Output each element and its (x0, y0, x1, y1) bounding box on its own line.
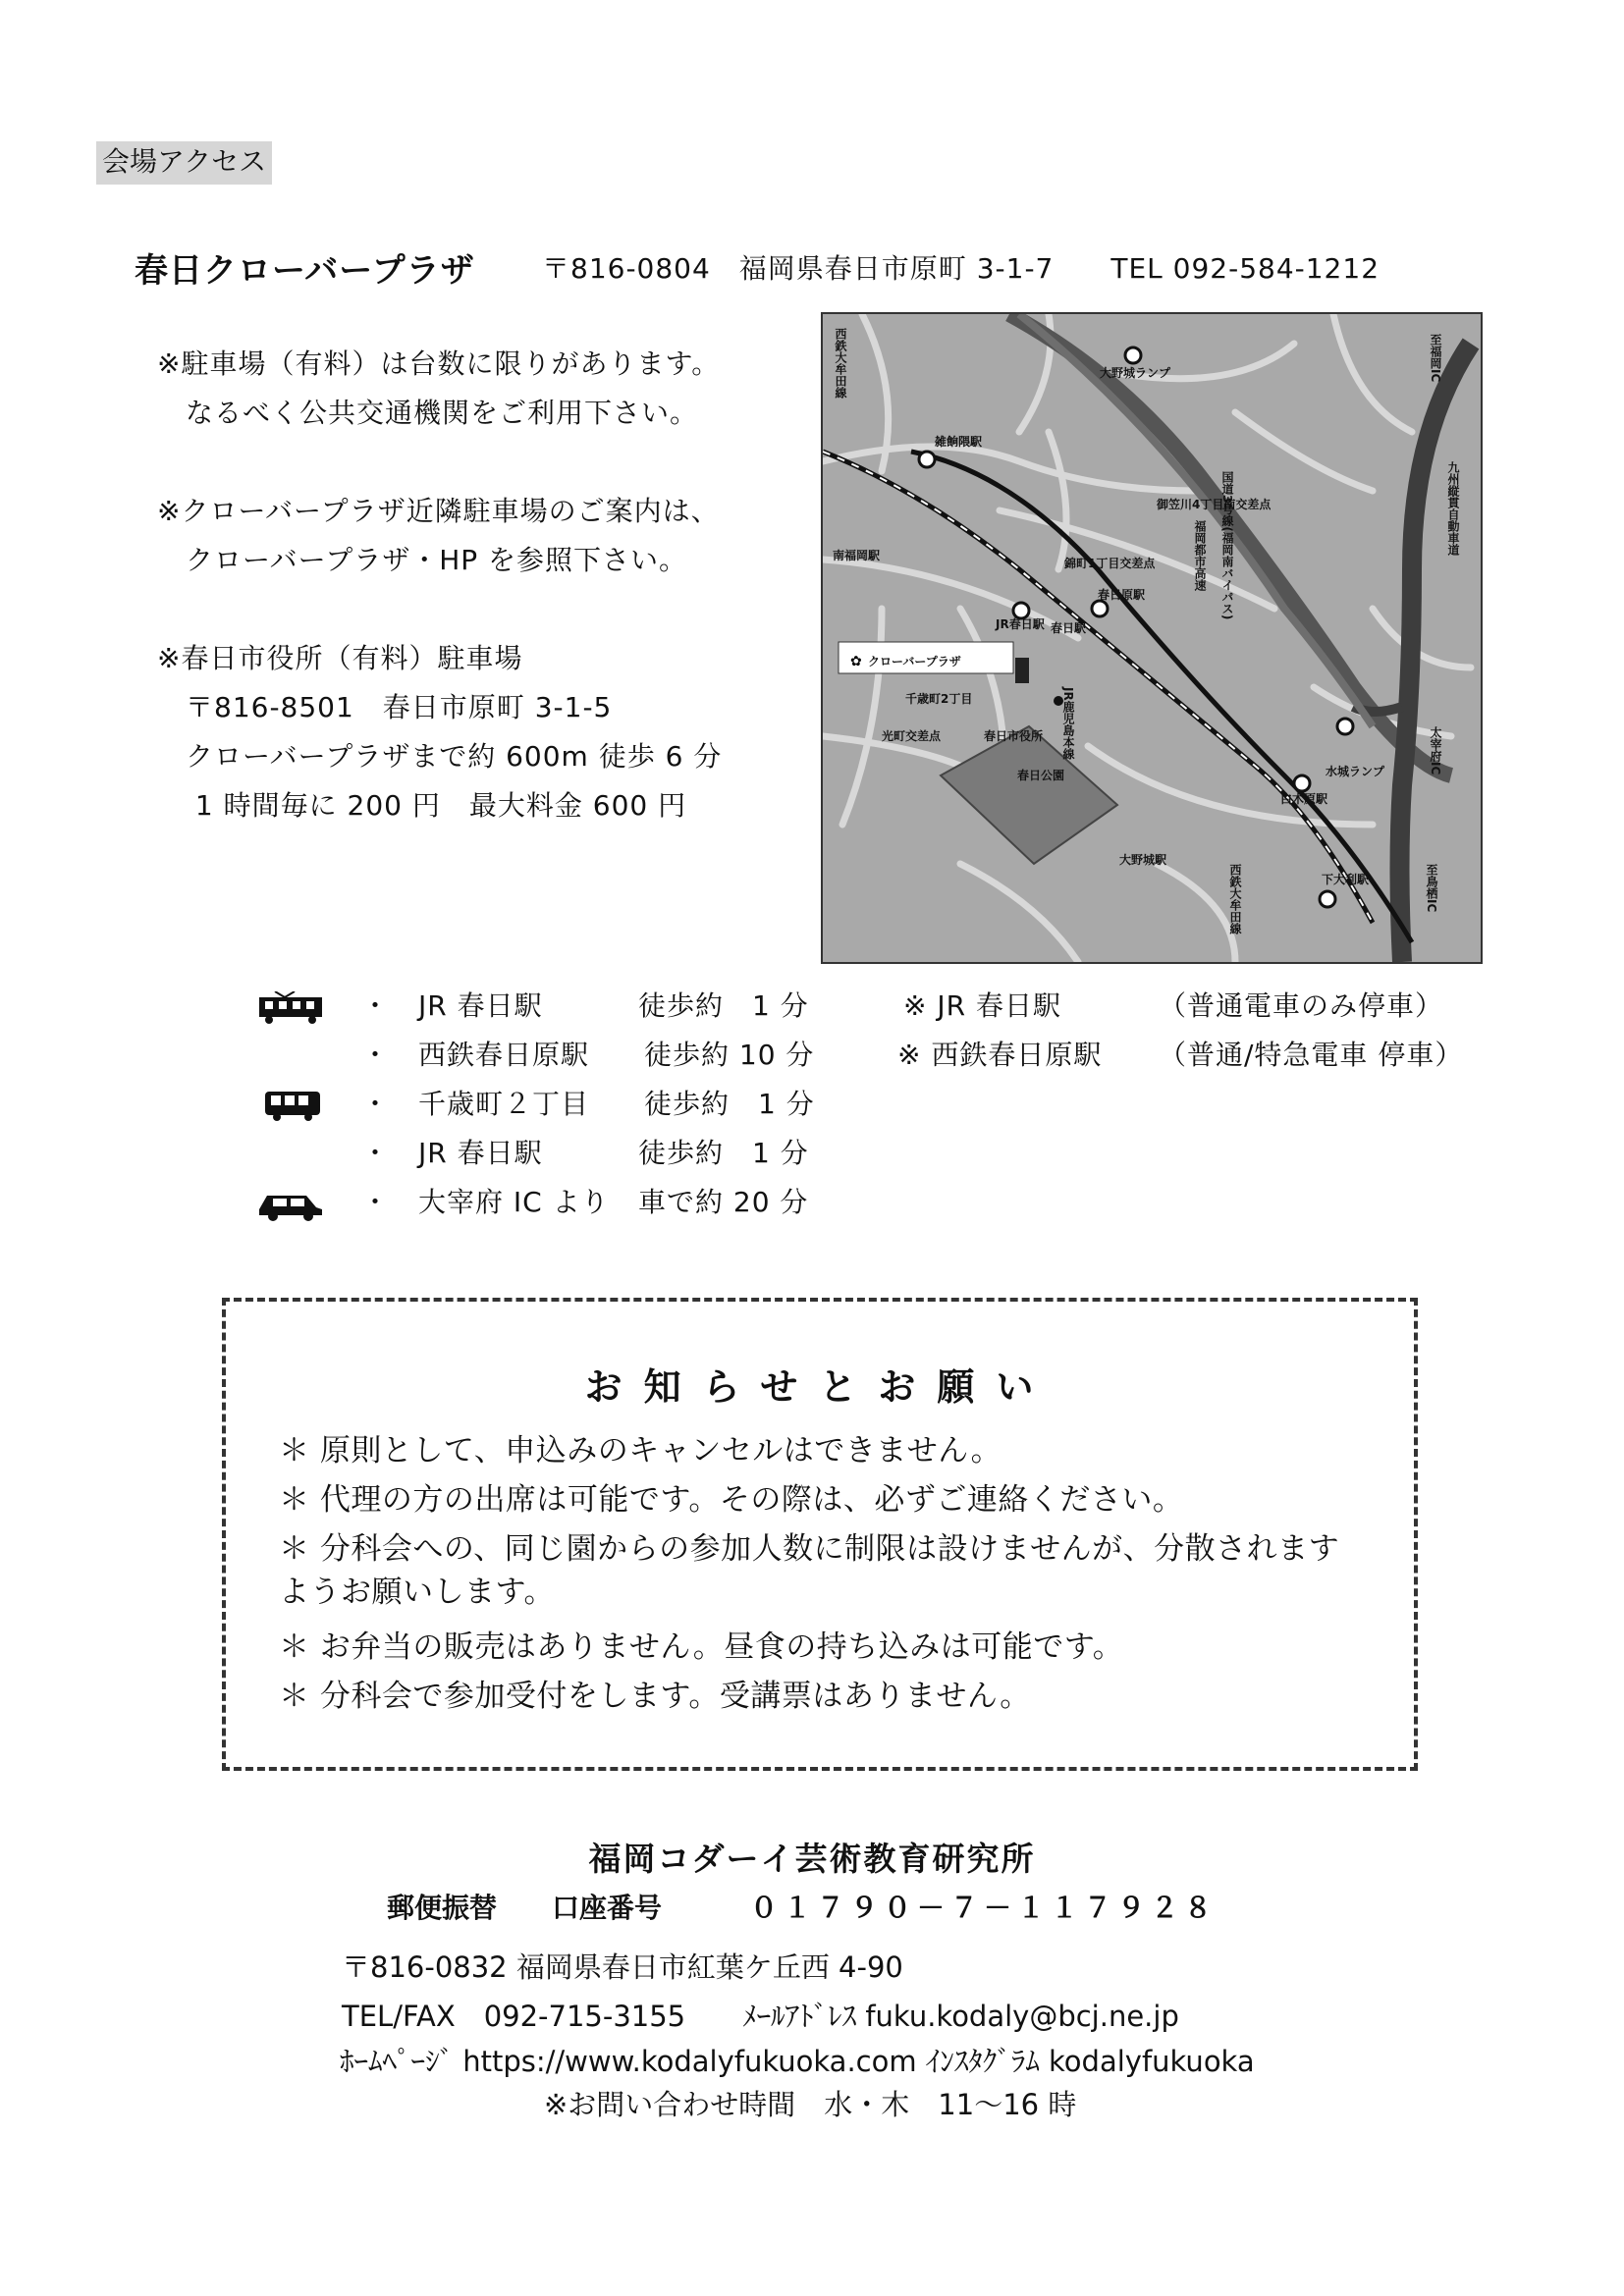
map-label: 水城ランプ (1326, 765, 1385, 778)
access-map (821, 312, 1483, 964)
footer-organization: 福岡コダーイ芸術教育研究所 (588, 1840, 1036, 1878)
map-label: 九州縦貫自動車道 (1446, 461, 1460, 556)
map-label: 春日市役所 (984, 729, 1044, 743)
notice-item: ＊ お弁当の販売はありません。昼食の持ち込みは可能です。 (279, 1629, 1124, 1665)
map-label: 西鉄大牟田線 (834, 328, 847, 399)
access-station: ・ 千歳町２丁目 (361, 1088, 590, 1120)
map-label: 大野城ランプ (1100, 366, 1171, 380)
bus-icon (263, 1090, 322, 1123)
notice-item: ＊ 代理の方の出席は可能です。その際は、必ずご連絡ください。 (279, 1482, 1184, 1518)
car-icon (255, 1190, 324, 1221)
parking-note-line: ※駐車場（有料）は台数に限りがあります。 (157, 347, 721, 380)
venue-name: 春日クローバープラザ (135, 251, 475, 291)
access-station: ・ 西鉄春日原駅 (361, 1039, 590, 1071)
access-note: （普通/特急電車 停車） (1159, 1039, 1464, 1071)
parking-note-line: クローバープラザまで約 600m 徒歩 6 分 (157, 740, 723, 773)
map-label: 錦町1丁目交差点 (1064, 557, 1156, 570)
footer-tel: TEL/FAX 092-715-3155 ﾒｰﾙｱﾄﾞﾚｽ fuku.kodaly@bcj.ne.jp (342, 2000, 1179, 2033)
map-label: 太宰府IC (1429, 726, 1442, 775)
access-row (255, 1129, 1532, 1178)
access-list (255, 982, 1532, 1237)
map-label: JR鹿児島本線 (1061, 687, 1075, 760)
notice-box (222, 1298, 1418, 1771)
access-station: ・ JR 春日駅 (361, 989, 543, 1022)
venue-address: 〒816-0804 福岡県春日市原町 3-1-7 TEL 092-584-1212 (542, 252, 1380, 285)
access-note-mark: ※ 西鉄春日原駅 (897, 1039, 1103, 1071)
map-label: JR春日駅 (996, 617, 1045, 631)
access-time: 車で約 20 分 (638, 1186, 809, 1218)
section-tag: 会場アクセス (96, 141, 272, 185)
notice-item: ＊ 分科会への、同じ園からの参加人数に制限は設けませんが、分散されます (279, 1531, 1340, 1567)
parking-note-line: ※クローバープラザ近隣駐車場のご案内は、 (157, 495, 720, 527)
map-graphic (823, 314, 1481, 962)
access-station: ・ JR 春日駅 (361, 1137, 543, 1169)
map-label: 南福岡駅 (833, 549, 881, 562)
footer-hours: ※お問い合わせ時間 水・木 11～16 時 (544, 2088, 1077, 2121)
parking-note-line: クローバープラザ・HP を参照下さい。 (157, 544, 688, 576)
footer-web: ﾎｰﾑﾍﾟｰｼﾞ https://www.kodalyfukuoka.com ｲﾝｽﾀｸﾞﾗﾑ kodalyfukuoka (340, 2045, 1255, 2078)
parking-notes (157, 340, 805, 830)
map-label: 雑餉隈駅 (935, 435, 983, 449)
access-row (255, 1178, 1532, 1227)
map-label: 春日公園 (1017, 769, 1065, 782)
map-label: 西鉄大牟田線 (1228, 864, 1242, 934)
map-label: 下大利駅 (1322, 873, 1370, 886)
access-station: ・ 大宰府 IC より (361, 1186, 610, 1218)
footer-address: 〒816-0832 福岡県春日市紅葉ケ丘西 4-90 (342, 1950, 903, 1984)
clover-plaza-building (1015, 658, 1029, 683)
access-row (255, 1080, 1532, 1129)
notice-title: お知らせとお願い (584, 1365, 1056, 1409)
map-label: 至福岡IC (1429, 334, 1442, 383)
map-label: 春日駅 (1051, 621, 1087, 635)
parking-note-line: ※春日市役所（有料）駐車場 (157, 642, 523, 674)
svg-text:✿: ✿ (850, 654, 862, 669)
map-label: 大野城駅 (1119, 853, 1167, 867)
map-label: 白木原駅 (1280, 792, 1328, 806)
access-note: （普通電車のみ停車） (1159, 989, 1444, 1022)
train-icon (255, 991, 326, 1025)
footer-account-number: ０１７９０－７－１１７９２８ (750, 1892, 1218, 1924)
notice-item: ようお願いします。 (279, 1575, 556, 1610)
access-time: 徒歩約 10 分 (644, 1039, 815, 1071)
parking-note-line: なるべく公共交通機関をご利用下さい。 (157, 397, 699, 429)
map-label: 国道3号線(福岡南バイパス) (1220, 471, 1234, 620)
map-label: 福岡都市高速 (1193, 520, 1207, 591)
clover-plaza-logo: クローバープラザ (868, 655, 961, 668)
footer-account-label: 郵便振替 口座番号 (387, 1892, 663, 1924)
parking-note-line: 1 時間毎に 200 円 最大料金 600 円 (157, 789, 687, 822)
access-note-mark: ※ JR 春日駅 (903, 989, 1061, 1022)
parking-note-line (157, 585, 805, 634)
map-label: 御笠川4丁目南交差点 (1157, 498, 1272, 511)
map-label: 至鳥栖IC (1425, 864, 1438, 913)
notice-item: ＊ 原則として、申込みのキャンセルはできません。 (279, 1433, 1002, 1468)
parking-note-line (157, 438, 805, 487)
notice-item: ＊ 分科会で参加受付をします。受講票はありません。 (279, 1679, 1031, 1714)
notice-list (279, 1429, 1398, 1724)
access-time: 徒歩約 1 分 (638, 989, 809, 1022)
map-label: 春日原駅 (1098, 588, 1146, 602)
access-row (255, 982, 1532, 1031)
map-label: 光町交差点 (882, 729, 942, 743)
parking-note-line: 〒816-8501 春日市原町 3-1-5 (157, 691, 613, 723)
access-row (255, 1031, 1532, 1080)
map-label: 千歳町2丁目 (905, 692, 973, 706)
access-time: 徒歩約 1 分 (644, 1088, 815, 1120)
access-time: 徒歩約 1 分 (638, 1137, 809, 1169)
